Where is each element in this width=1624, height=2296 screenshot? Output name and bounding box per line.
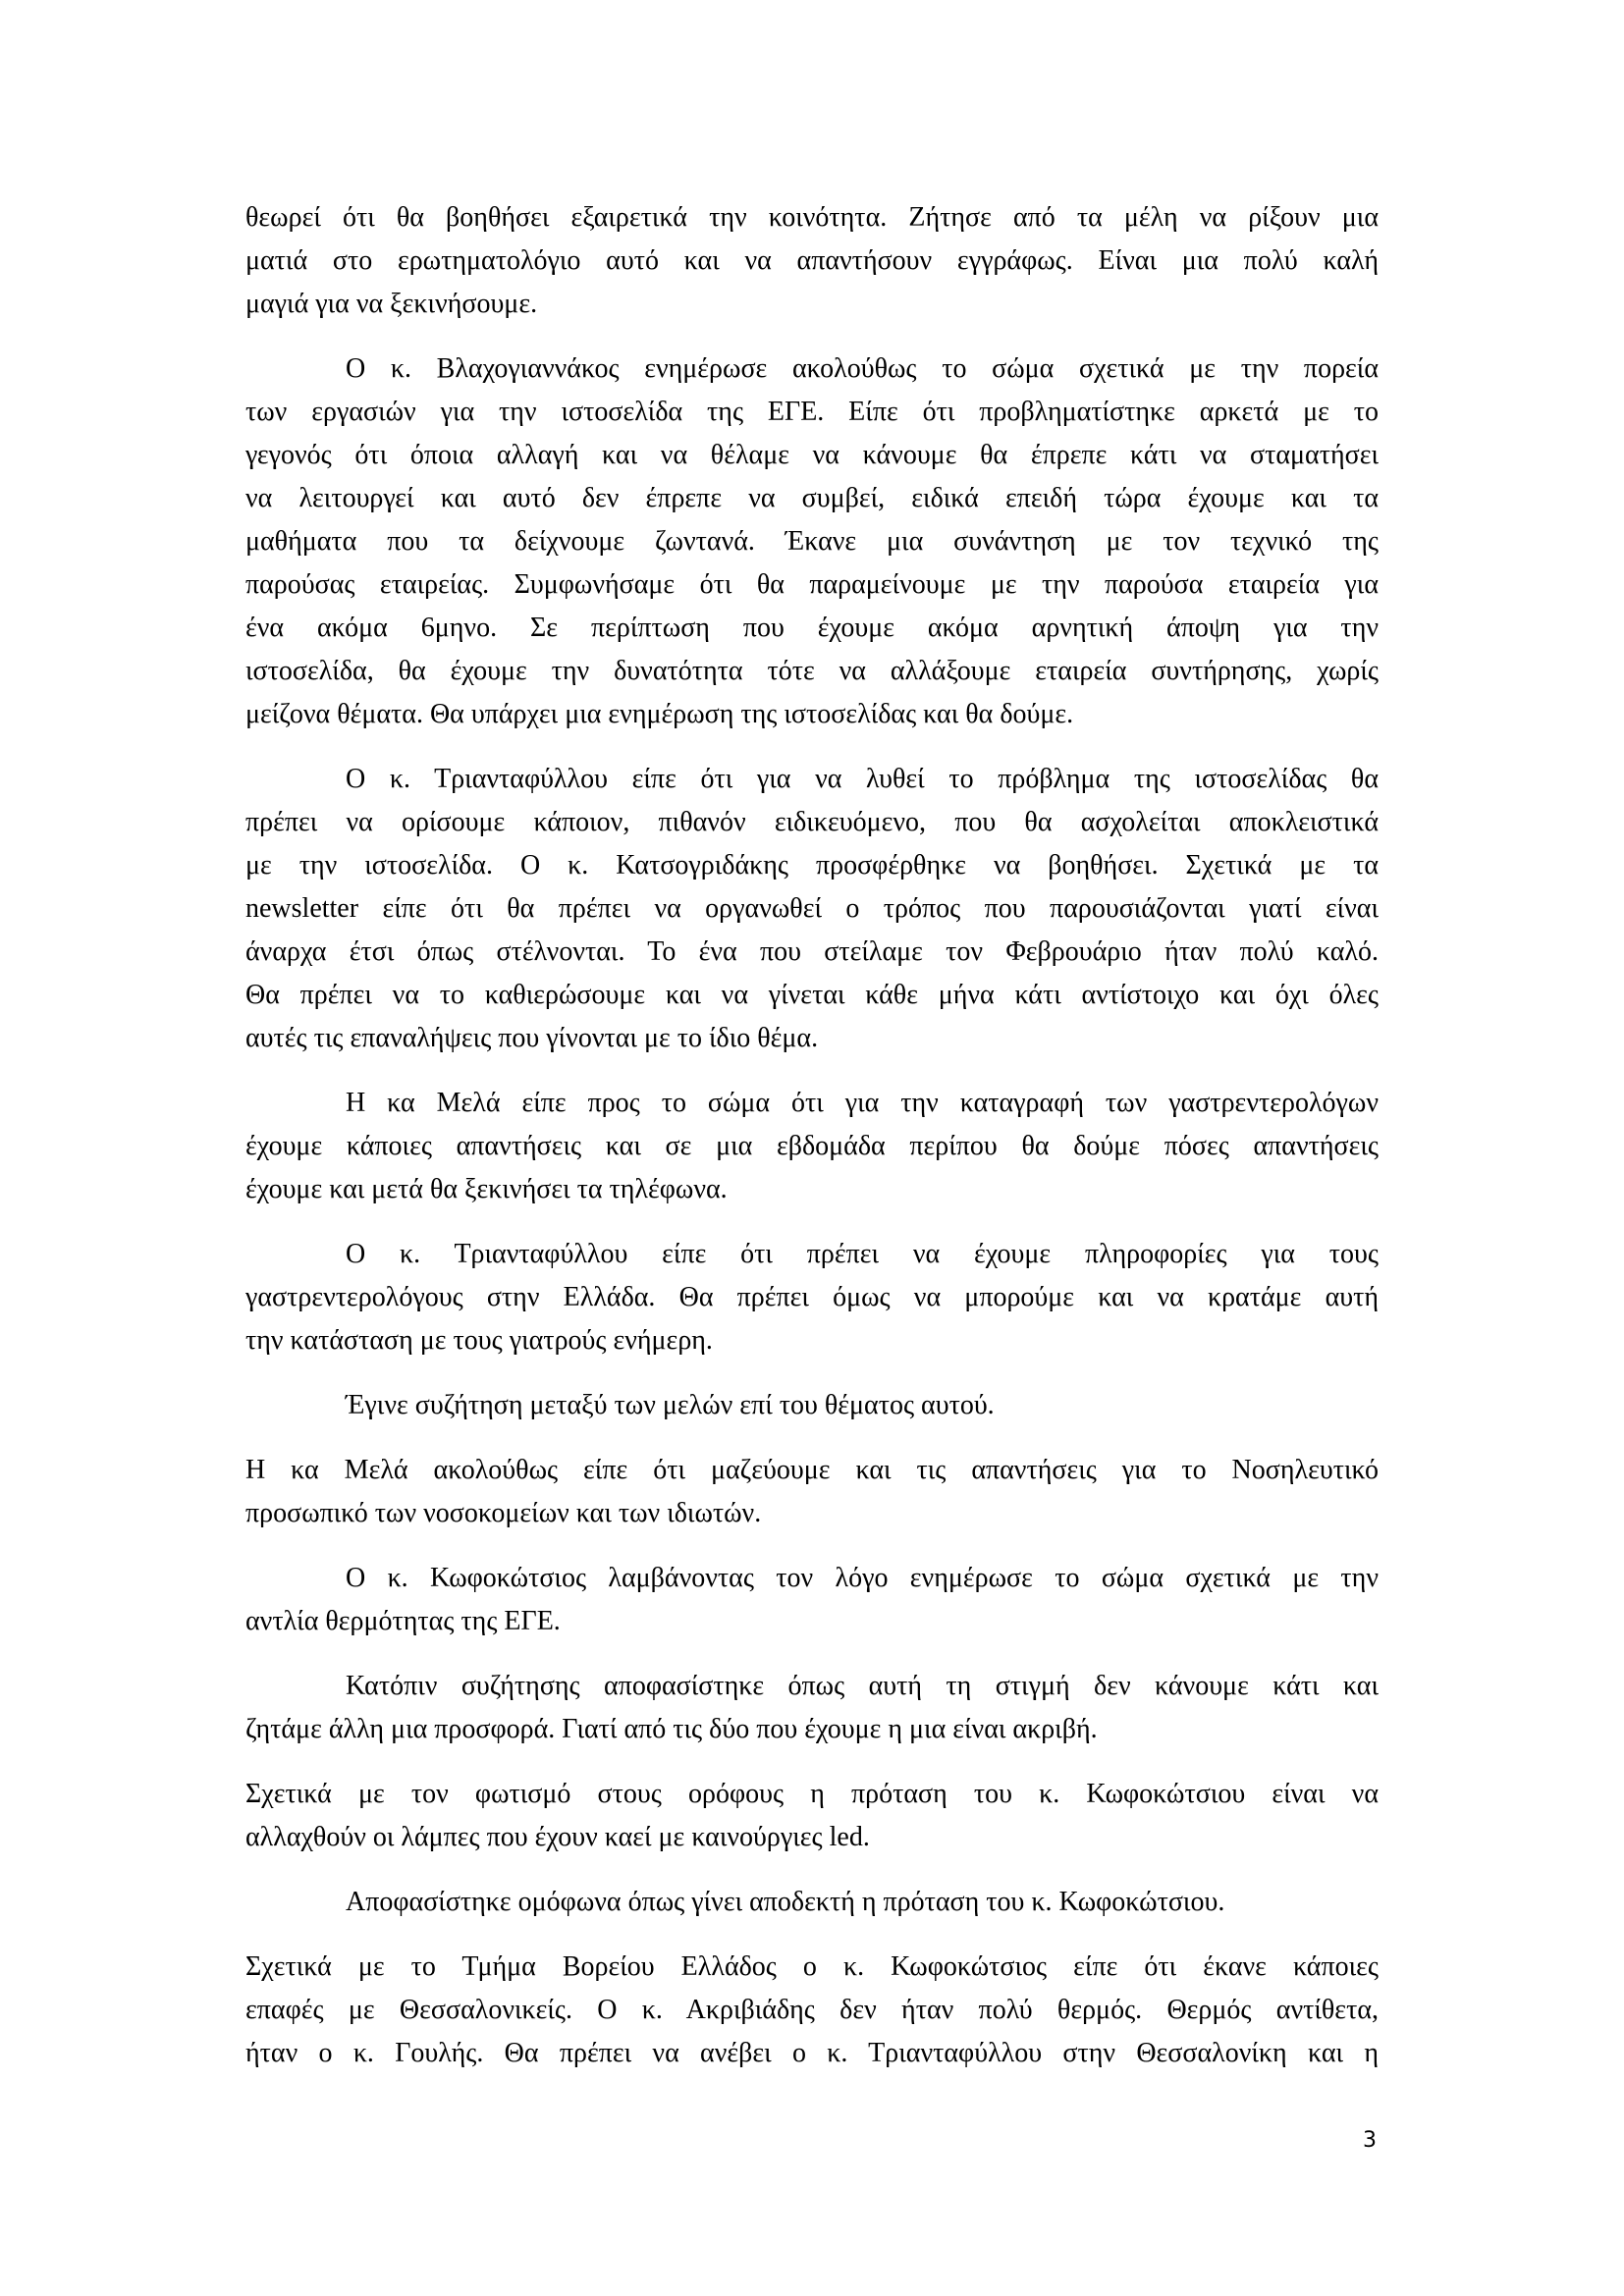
paragraph bbox=[245, 1384, 1379, 1427]
text-line: Ο κ. Τριανταφύλλου είπε ότι για να λυθεί το πρόβλημα της ιστοσελίδας θα bbox=[346, 764, 1379, 794]
paragraph bbox=[245, 1233, 1379, 1362]
text-line: άναρχα έτσι όπως στέλνονται. Το ένα που στείλαμε τον Φεβρουάριο ήταν πολύ καλό. bbox=[245, 936, 1379, 967]
text-line: ιστοσελίδα, θα έχουμε την δυνατότητα τότε να αλλάξουμε εταιρεία συντήρησης, χωρίς bbox=[245, 656, 1379, 686]
text-line: γεγονός ότι όποια αλλαγή και να θέλαμε να κάνουμε θα έπρεπε κάτι να σταματήσει bbox=[245, 440, 1379, 470]
document-body bbox=[245, 196, 1379, 2097]
text-line: έχουμε και μετά θα ξεκινήσει τα τηλέφωνα. bbox=[245, 1174, 728, 1204]
text-line: γαστρεντερολόγους στην Ελλάδα. Θα πρέπει όμως να μπορούμε και να κρατάμε αυτή bbox=[245, 1282, 1379, 1312]
text-line: Σχετικά με τον φωτισμό στους ορόφους η πρόταση του κ. Κωφοκώτσιου είναι να bbox=[245, 1779, 1379, 1809]
paragraph bbox=[245, 1557, 1379, 1643]
paragraph bbox=[245, 758, 1379, 1060]
paragraph bbox=[245, 1881, 1379, 1924]
text-line: Έγινε συζήτηση μεταξύ των μελών επί του θέματος αυτού. bbox=[346, 1390, 995, 1420]
text-line: έχουμε κάποιες απαντήσεις και σε μια εβδομάδα περίπου θα δούμε πόσες απαντήσεις bbox=[245, 1131, 1379, 1161]
text-line: επαφές με Θεσσαλονικείς. Ο κ. Ακριβιάδης δεν ήταν πολύ θερμός. Θερμός αντίθετα, bbox=[245, 1995, 1379, 2025]
text-line: πρέπει να ορίσουμε κάποιον, πιθανόν ειδικευόμενο, που θα ασχολείται αποκλειστικά bbox=[245, 807, 1379, 837]
text-line: να λειτουργεί και αυτό δεν έπρεπε να συμβεί, ειδικά επειδή τώρα έχουμε και τα bbox=[245, 483, 1379, 513]
text-line: Αποφασίστηκε ομόφωνα όπως γίνει αποδεκτή η πρόταση του κ. Κωφοκώτσιου. bbox=[346, 1887, 1225, 1917]
text-line: Θα πρέπει να το καθιερώσουμε και να γίνεται κάθε μήνα κάτι αντίστοιχο και όχι όλες bbox=[245, 980, 1379, 1010]
text-line: ζητάμε άλλη μια προσφορά. Γιατί από τις δύο που έχουμε η μια είναι ακριβή. bbox=[245, 1714, 1098, 1744]
text-line: μαγιά για να ξεκινήσουμε. bbox=[245, 289, 538, 319]
paragraph bbox=[245, 1449, 1379, 1535]
text-line: Ο κ. Τριανταφύλλου είπε ότι πρέπει να έχουμε πληροφορίες για τους bbox=[346, 1239, 1379, 1269]
paragraph bbox=[245, 1082, 1379, 1211]
text-line: αλλαχθούν οι λάμπες που έχουν καεί με καινούργιες led. bbox=[245, 1822, 870, 1852]
paragraph bbox=[245, 347, 1379, 736]
text-line: των εργασιών για την ιστοσελίδα της ΕΓΕ. Είπε ότι προβληματίστηκε αρκετά με το bbox=[245, 397, 1379, 427]
text-line: Ο κ. Κωφοκώτσιος λαμβάνοντας τον λόγο ενημέρωσε το σώμα σχετικά με την bbox=[346, 1563, 1379, 1593]
text-line: Ο κ. Βλαχογιαννάκος ενημέρωσε ακολούθως το σώμα σχετικά με την πορεία bbox=[346, 353, 1379, 384]
text-line: Σχετικά με το Τμήμα Βορείου Ελλάδος ο κ. Κωφοκώτσιος είπε ότι έκανε κάποιες bbox=[245, 1951, 1379, 1982]
text-line: ήταν ο κ. Γουλής. Θα πρέπει να ανέβει ο κ. Τριανταφύλλου στην Θεσσαλονίκη και η bbox=[245, 2038, 1379, 2068]
paragraph bbox=[245, 1773, 1379, 1859]
text-line: την κατάσταση με τους γιατρούς ενήμερη. bbox=[245, 1325, 713, 1356]
text-line: προσωπικό των νοσοκομείων και των ιδιωτών. bbox=[245, 1498, 762, 1528]
text-line: αντλία θερμότητας της ΕΓΕ. bbox=[245, 1606, 561, 1636]
text-line: μείζονα θέματα. Θα υπάρχει μια ενημέρωση της ιστοσελίδας και θα δούμε. bbox=[245, 699, 1074, 729]
text-line: παρούσας εταιρείας. Συμφωνήσαμε ότι θα παραμείνουμε με την παρούσα εταιρεία για bbox=[245, 569, 1379, 600]
text-line: newsletter είπε ότι θα πρέπει να οργανωθεί ο τρόπος που παρουσιάζονται γιατί είναι bbox=[245, 893, 1379, 924]
text-line: μαθήματα που τα δείχνουμε ζωντανά. Έκανε μια συνάντηση με τον τεχνικό της bbox=[245, 526, 1379, 557]
paragraph bbox=[245, 1946, 1379, 2075]
text-line: Η κα Μελά είπε προς το σώμα ότι για την καταγραφή των γαστρεντερολόγων bbox=[346, 1088, 1379, 1118]
paragraph bbox=[245, 196, 1379, 326]
page-number: 3 bbox=[1363, 2128, 1377, 2153]
text-line: ματιά στο ερωτηματολόγιο αυτό και να απαντήσουν εγγράφως. Είναι μια πολύ καλή bbox=[245, 245, 1379, 276]
text-line: Η κα Μελά ακολούθως είπε ότι μαζεύουμε και τις απαντήσεις για το Νοσηλευτικό bbox=[245, 1455, 1379, 1485]
text-line: Κατόπιν συζήτησης αποφασίστηκε όπως αυτή τη στιγμή δεν κάνουμε κάτι και bbox=[346, 1671, 1379, 1701]
text-line: με την ιστοσελίδα. Ο κ. Κατσογριδάκης προσφέρθηκε να βοηθήσει. Σχετικά με τα bbox=[245, 850, 1379, 881]
paragraph bbox=[245, 1665, 1379, 1751]
text-line: ένα ακόμα 6μηνο. Σε περίπτωση που έχουμε ακόμα αρνητική άποψη για την bbox=[245, 613, 1379, 643]
text-line: αυτές τις επαναλήψεις που γίνονται με το ίδιο θέμα. bbox=[245, 1023, 819, 1053]
text-line: θεωρεί ότι θα βοηθήσει εξαιρετικά την κοινότητα. Ζήτησε από τα μέλη να ρίξουν μια bbox=[245, 202, 1379, 233]
